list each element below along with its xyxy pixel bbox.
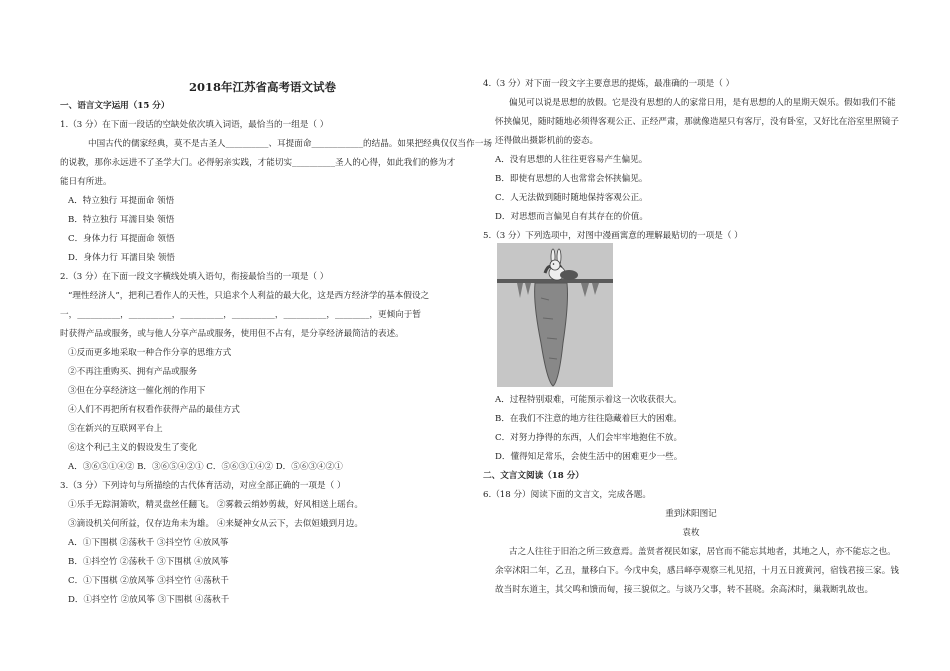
right-line: 重到沭阳图记 bbox=[665, 509, 717, 519]
left-line: 一、语言文字运用（15 分） bbox=[60, 101, 170, 111]
left-line: C．身体力行 耳提面命 领悟 bbox=[68, 234, 175, 244]
right-line: D．懂得知足常乐，会使生活中的困难更少一些。 bbox=[495, 452, 683, 462]
left-line: 一，__________，__________，__________，__________，__________，________，更倾向于暂 bbox=[60, 310, 421, 320]
cartoon-image bbox=[497, 243, 613, 387]
right-line: 故当时东道主，其父鸣和馈而甸，接三貌似之。与谈乃父事，转不甚晓。余高沭时，巢栽断乳故也。 bbox=[495, 585, 874, 595]
left-line: ②不再注重购买、拥有产品或服务 bbox=[68, 367, 197, 377]
left-line: C．①下围棋 ②放风筝 ③抖空竹 ④荡秋千 bbox=[68, 576, 229, 586]
left-line: “理性经济人”，把利己看作人的天性，只追求个人利益的最大化，这是西方经济学的基本假设之 bbox=[68, 291, 430, 301]
left-line: ④人们不再把所有权看作获得产品的最佳方式 bbox=[68, 405, 240, 415]
left-line: 1.（3 分）在下面一段话的空缺处依次填入词语，最恰当的一组是（ ） bbox=[60, 120, 329, 130]
left-line: 3.（3 分）下列诗句与所描绘的古代体育活动，对应全部正确的一项是（ ） bbox=[60, 481, 346, 491]
page-title: 2018年江苏省高考语文试卷 bbox=[189, 80, 337, 94]
left-line: 的说教，那你永远进不了圣学大门。必得躬亲实践，才能切实__________圣人的心得，如此我们的修为才 bbox=[60, 158, 456, 168]
left-line: 中国古代的儒家经典，莫不是古圣人__________、耳提面命____________的结晶。如果把经典仅仅当作一场 bbox=[88, 139, 492, 149]
left-line: B．①抖空竹 ②荡秋千 ③下围棋 ④放风筝 bbox=[68, 557, 229, 567]
left-line: 时获得产品或服务，或与他人分享产品或服务，使用但不占有，是分享经济最简洁的表述。 bbox=[60, 329, 404, 339]
left-line: D．①抖空竹 ②放风筝 ③下围棋 ④荡秋千 bbox=[68, 595, 230, 605]
right-line: 5.（3 分）下列选项中，对图中漫画寓意的理解最贴切的一项是（ ） bbox=[483, 231, 743, 241]
right-line: 6.（18 分）阅读下面的文言文，完成各题。 bbox=[483, 490, 651, 500]
right-line: 偏见可以说是思想的放假。它是没有思想的人的家常日用，是有思想的人的星期天娱乐。假如我们不能 bbox=[509, 98, 896, 108]
left-line: A．③⑥⑤①④② B．③⑥⑤④②① C．⑤⑥③①④② D．⑤⑥③④②① bbox=[68, 462, 343, 472]
right-line: 4.（3 分）对下面一段文字主要意思的提炼，最准确的一项是（ ） bbox=[483, 79, 735, 89]
left-line: ③但在分享经济这一催化剂的作用下 bbox=[68, 386, 206, 396]
left-line: 2.（3 分）在下面一段文字横线处填入语句，衔接最恰当的一项是（ ） bbox=[60, 272, 329, 282]
left-line: ③滴设机关何所益，仅存边角未为雄。 ④来疑神女从云下，去似姮娥到月边。 bbox=[68, 519, 363, 529]
right-line: 古之人往往于旧治之所三致意焉。盖贤者视民如家，居官而不能忘其地者，其地之人，亦不能忘之也。 bbox=[509, 547, 896, 557]
right-line: B．在我们不注意的地方往往隐藏着巨大的困难。 bbox=[495, 414, 682, 424]
left-line: ①反而更多地采取一种合作分享的思维方式 bbox=[68, 348, 232, 358]
right-line: 袁枚 bbox=[682, 528, 700, 538]
left-line: A．特立独行 耳提面命 领悟 bbox=[68, 196, 175, 206]
right-line: 还得做出摄影机前的姿态。 bbox=[495, 136, 599, 146]
right-line: A．没有思想的人往往更容易产生偏见。 bbox=[495, 155, 648, 165]
right-line: C．对努力挣得的东西，人们会牢牢地抱住不放。 bbox=[495, 433, 683, 443]
right-line: D．对思想而言偏见自有其存在的价值。 bbox=[495, 212, 648, 222]
right-line: A．过程特别艰难，可能预示着这一次收获很大。 bbox=[495, 395, 682, 405]
left-line: 能日有所进。 bbox=[60, 177, 112, 187]
right-line: 余宰沭阳二年，乙丑，量移白下。今戊申矣，感吕峄亭观察三札见招，十月五日渡黄河，宿钱君接三家。钱 bbox=[495, 566, 899, 576]
right-line: C．人无法做到随时随地保持客观公正。 bbox=[495, 193, 648, 203]
right-line: 二、文言文阅读（18 分） bbox=[483, 471, 584, 481]
left-line: ①乐手无踪洞箫吹，精灵盘丝任翻飞。 ②雾縠云绡妙剪裁，好风相送上瑶台。 bbox=[68, 500, 363, 510]
left-line: A．①下围棋 ②荡秋千 ③抖空竹 ④放风筝 bbox=[68, 538, 229, 548]
left-line: D．身体力行 耳濡目染 领悟 bbox=[68, 253, 175, 263]
left-line: ⑥这个利己主义的假设发生了变化 bbox=[68, 443, 197, 453]
left-line: B．特立独行 耳濡目染 领悟 bbox=[68, 215, 175, 225]
right-line: 怀挟偏见，随时随地必须得客观公正、正经严肃，那就像造屋只有客厅，没有卧室，又好比在浴室里照镜子 bbox=[495, 117, 899, 127]
left-line: ⑤在新兴的互联网平台上 bbox=[68, 424, 163, 434]
right-line: B．即使有思想的人也常常会怀挟偏见。 bbox=[495, 174, 648, 184]
